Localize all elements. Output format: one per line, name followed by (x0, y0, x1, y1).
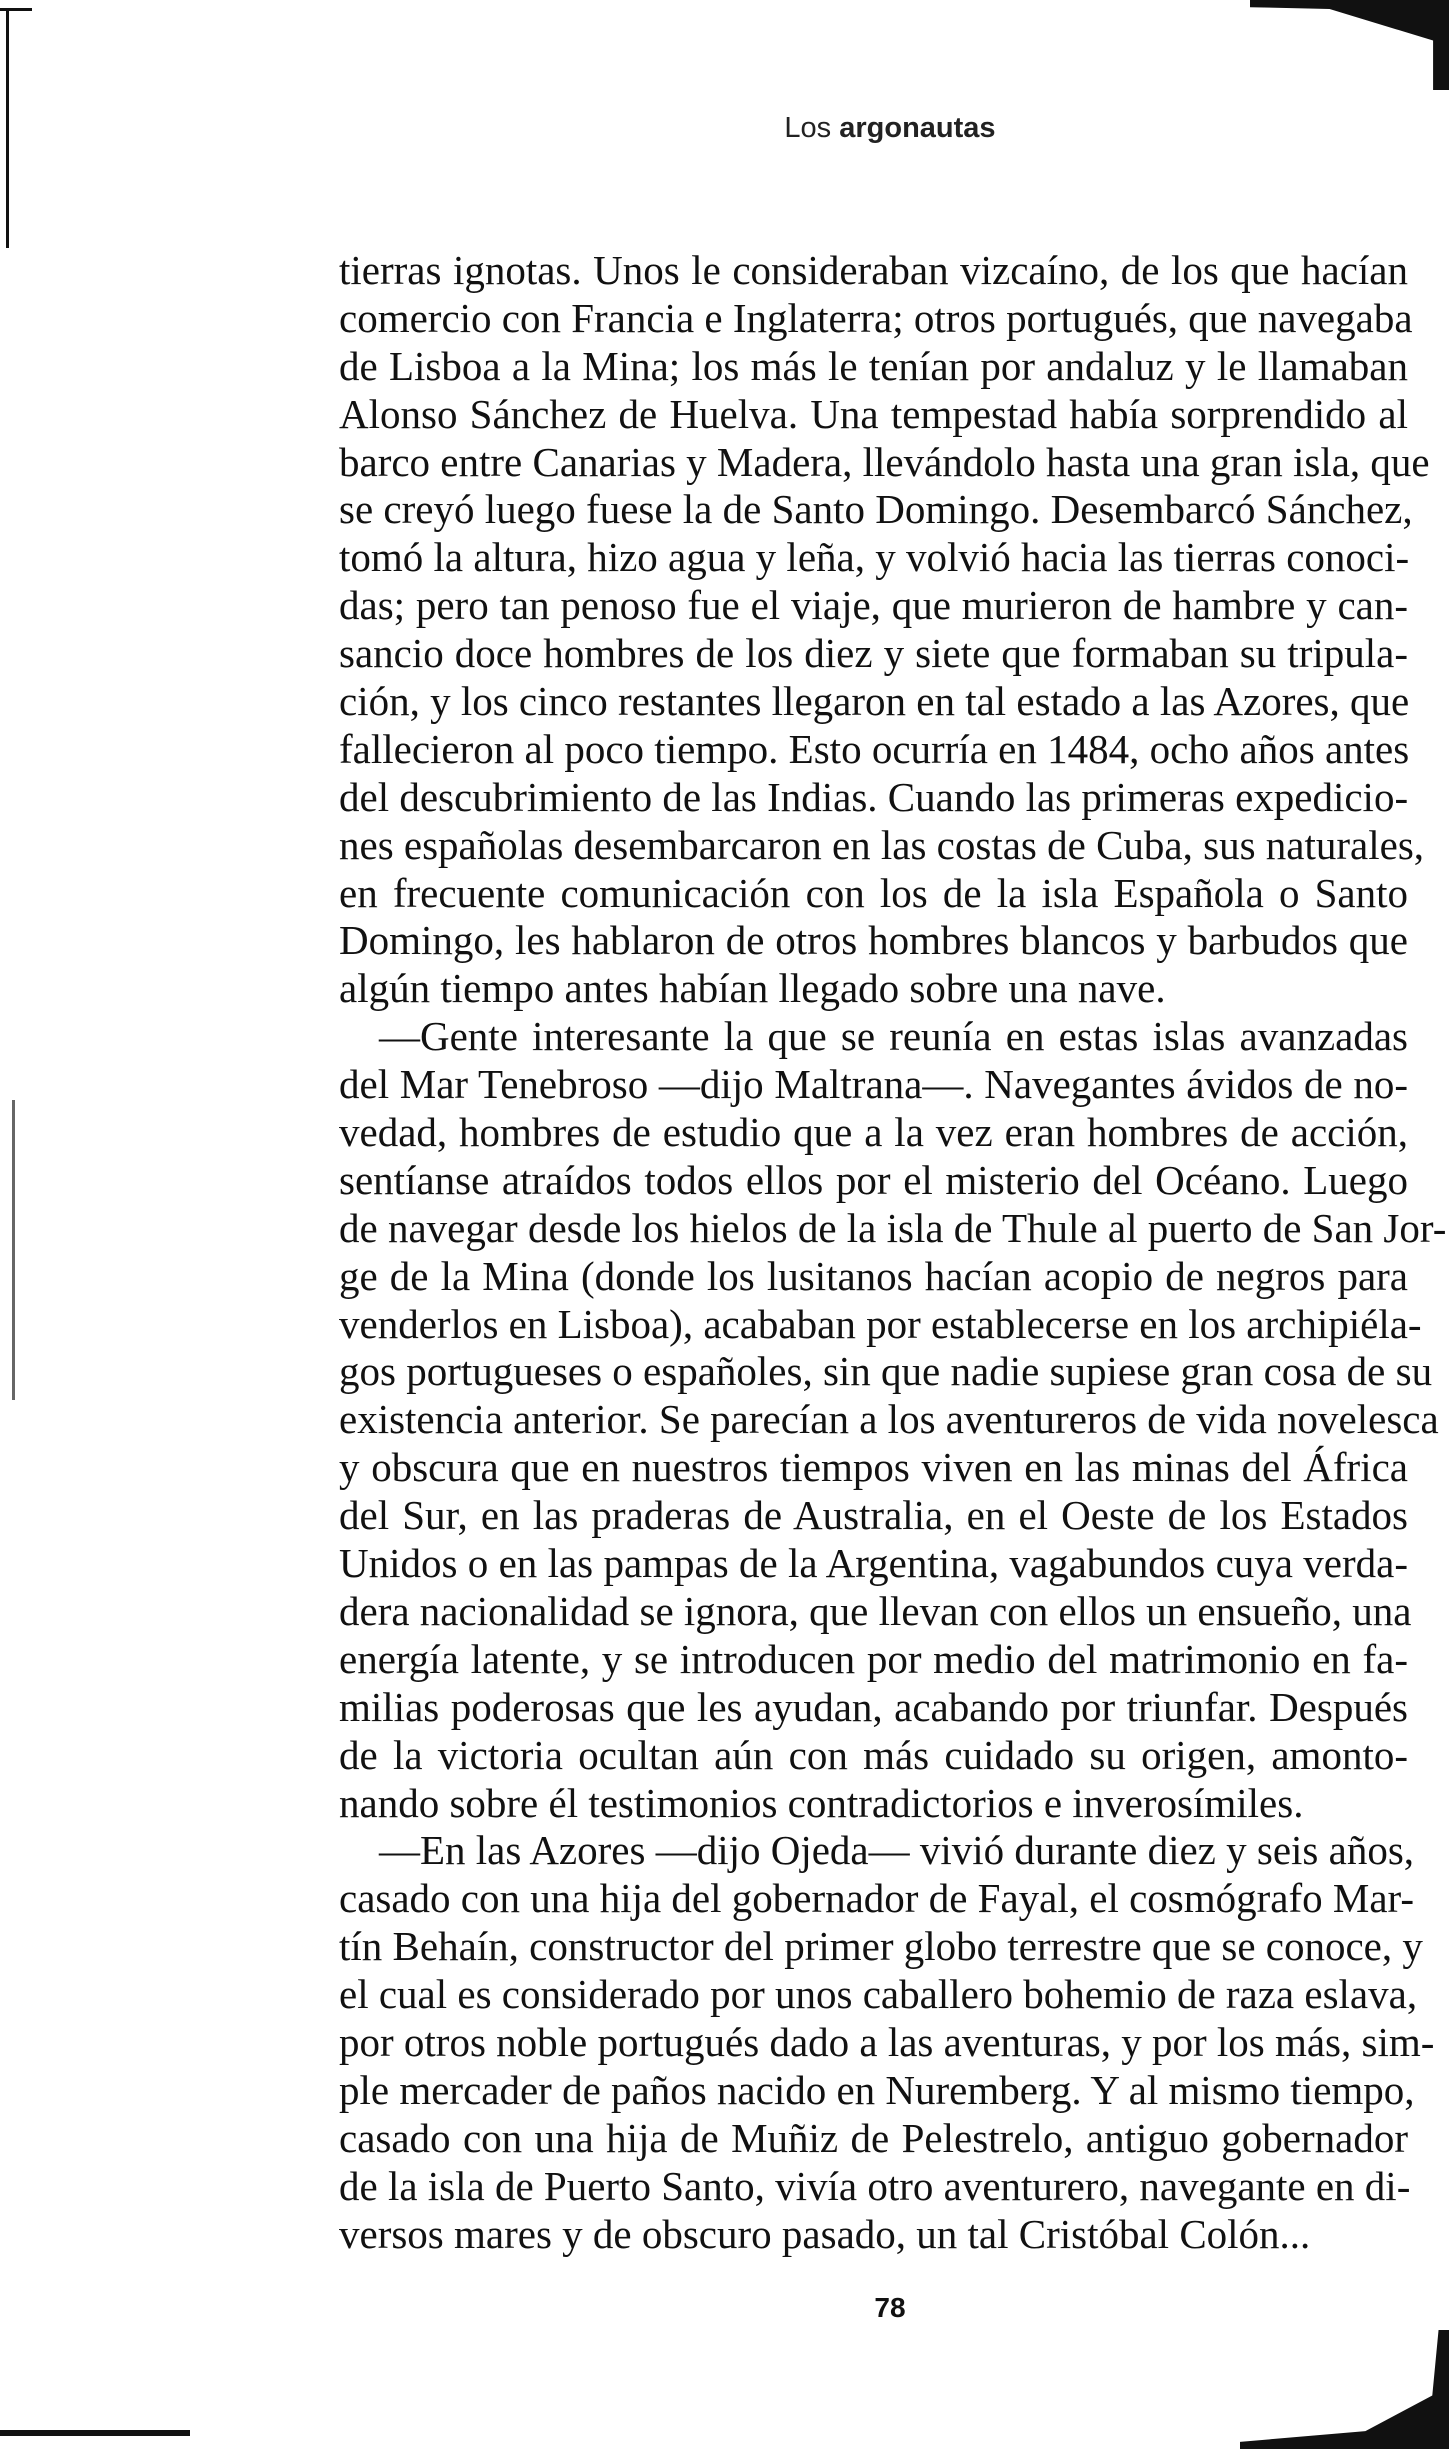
paragraph (339, 1013, 1447, 1827)
text-line: del Sur, en las praderas de Australia, en el Oeste de los Estados (339, 1492, 1408, 1539)
text-line: gos portugueses o españoles, sin que nadie supiese gran cosa de su (339, 1348, 1433, 1395)
text-line: ge de la Mina (donde los lusitanos hacían acopio de negros para (339, 1252, 1408, 1299)
text-line: ple mercader de paños nacido en Nuremberg. Y al mismo tiempo, (339, 2066, 1415, 2113)
running-header (700, 112, 1080, 145)
scan-edge-top-left-horizontal (0, 8, 32, 11)
text-line: de la isla de Puerto Santo, vivía otro aventurero, navegante en di- (339, 2162, 1411, 2209)
text-line: casado con una hija del gobernador de Fayal, el cosmógrafo Mar- (339, 1875, 1415, 1922)
text-line: comercio con Francia e Inglaterra; otros portugués, que navegaba (339, 294, 1413, 341)
text-line: sancio doce hombres de los diez y siete que formaban su tripula- (339, 630, 1408, 677)
text-line: del Mar Tenebroso —dijo Maltrana—. Navegantes ávidos de no- (339, 1061, 1408, 1108)
text-line: sentíanse atraídos todos ellos por el misterio del Océano. Luego (339, 1156, 1408, 1203)
text-line: versos mares y de obscuro pasado, un tal Cristóbal Colón... (339, 2210, 1311, 2257)
text-line: por otros noble portugués dado a las aventuras, y por los más, sim- (339, 2018, 1435, 2065)
text-line: de Lisboa a la Mina; los más le tenían por andaluz y le llamaban (339, 342, 1408, 389)
text-line: nes españolas desembarcaron en las costas de Cuba, sus naturales, (339, 821, 1425, 868)
text-line: el cual es considerado por unos caballero bohemio de raza eslava, (339, 1971, 1418, 2018)
text-line: ción, y los cinco restantes llegaron en tal estado a las Azores, que (339, 678, 1410, 725)
text-line: Alonso Sánchez de Huelva. Una tempestad había sorprendido al (339, 390, 1408, 437)
text-line: fallecieron al poco tiempo. Esto ocurría en 1484, ocho años antes (339, 725, 1410, 772)
header-title-prefix: Los (784, 112, 840, 144)
text-line: Unidos o en las pampas de la Argentina, vagabundos cuya verda- (339, 1540, 1408, 1587)
text-line: casado con una hija de Muñiz de Pelestrelo, antiguo gobernador (339, 2114, 1408, 2161)
text-line: y obscura que en nuestros tiempos viven en las minas del África (339, 1444, 1408, 1491)
text-line: barco entre Canarias y Madera, llevándolo hasta una gran isla, que (339, 438, 1430, 485)
scan-edge-bottom-left (0, 2430, 190, 2436)
paragraph (339, 247, 1430, 1013)
scan-edge-top-left-vertical (6, 8, 9, 248)
text-line: —Gente interesante la que se reunía en estas islas avanzadas (379, 1013, 1408, 1060)
text-line: en frecuente comunicación con los de la isla Española o Santo (339, 869, 1408, 916)
text-line: tomó la altura, hizo agua y leña, y volvió hacia las tierras conoci- (339, 534, 1410, 581)
page-number: 78 (874, 2292, 906, 2323)
text-line: del descubrimiento de las Indias. Cuando las primeras expedicio- (339, 773, 1409, 820)
text-line: das; pero tan penoso fue el viaje, que murieron de hambre y can- (339, 582, 1408, 629)
paragraph (339, 1827, 1435, 2258)
text-line: algún tiempo antes habían llegado sobre una nave. (339, 965, 1166, 1012)
text-line: —En las Azores —dijo Ojeda— vivió durante diez y seis años, (379, 1827, 1415, 1874)
scan-edge-top-right (1250, 0, 1449, 90)
text-line: venderlos en Lisboa), acababan por establecerse en los archipiéla- (339, 1300, 1422, 1347)
text-line: nando sobre él testimonios contradictorios e inverosímiles. (339, 1779, 1304, 1826)
text-line: se creyó luego fuese la de Santo Domingo. Desembarcó Sánchez, (339, 486, 1413, 533)
text-line: existencia anterior. Se parecían a los aventureros de vida novelesca (339, 1396, 1439, 1443)
text-line: energía latente, y se introducen por medio del matrimonio en fa- (339, 1635, 1408, 1682)
text-line: vedad, hombres de estudio que a la vez eran hombres de acción, (339, 1109, 1408, 1156)
text-line: de navegar desde los hielos de la isla de Thule al puerto de San Jor- (339, 1204, 1447, 1251)
text-line: de la victoria ocultan aún con más cuidado su origen, amonto- (339, 1731, 1408, 1778)
text-line: tín Behaín, constructor del primer globo terrestre que se conoce, y (339, 1923, 1423, 1970)
text-line: tierras ignotas. Unos le consideraban vizcaíno, de los que hacían (339, 247, 1408, 293)
text-line: Domingo, les hablaron de otros hombres blancos y barbudos que (339, 917, 1408, 964)
text-line: milias poderosas que les ayudan, acabando por triunfar. Después (339, 1683, 1408, 1730)
scan-edge-left-vertical (12, 1100, 15, 1400)
scan-edge-bottom-right (1240, 2330, 1449, 2449)
body-text (339, 247, 1447, 2258)
text-line: dera nacionalidad se ignora, que llevan con ellos un ensueño, una (339, 1587, 1412, 1634)
header-title-bold: argonautas (839, 112, 996, 144)
